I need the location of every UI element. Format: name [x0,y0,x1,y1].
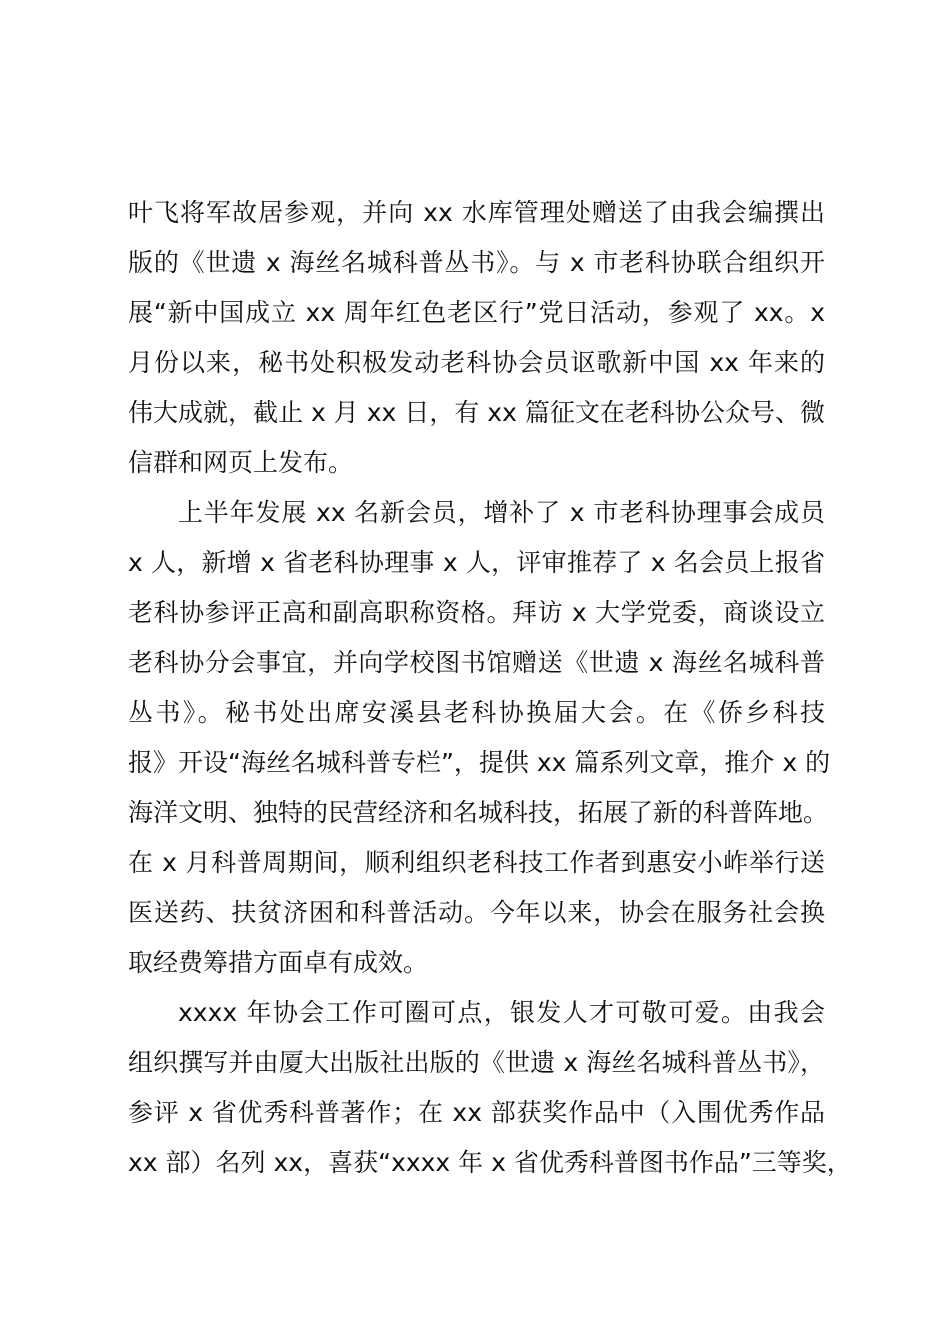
text-line: 参评 x 省优秀科普著作；在 xx 部获奖作品中（入围优秀作品 [128,1098,825,1127]
text-line: 医送药、扶贫济困和科普活动。今年以来，协会在服务社会换 [128,898,825,927]
text-line: x 人，新增 x 省老科协理事 x 人，评审推荐了 x 名会员上报省 [128,548,825,577]
text-line: 月份以来，秘书处积极发动老科协会员讴歌新中国 xx 年来的 [128,348,825,377]
text-line: 在 x 月科普周期间，顺利组织老科技工作者到惠安小岞举行送 [128,848,825,877]
text-line: 展“新中国成立 xx 周年红色老区行”党日活动，参观了 xx。x [128,298,825,327]
text-line: xx 部）名列 xx，喜获“xxxx 年 x 省优秀科普图书作品”三等奖， [128,1148,852,1177]
text-line: 上半年发展 xx 名新会员，增补了 x 市老科协理事会成员 [178,498,825,527]
text-line: 叶飞将军故居参观，并向 xx 水库管理处赠送了由我会编撰出 [128,198,825,227]
text-line: 老科协参评正高和副高职称资格。拜访 x 大学党委，商谈设立 [128,598,825,627]
text-line: xxxx 年协会工作可圈可点，银发人才可敬可爱。由我会 [178,998,825,1027]
text-line: 伟大成就，截止 x 月 xx 日，有 xx 篇征文在老科协公众号、微 [128,398,825,427]
text-line: 海洋文明、独特的民营经济和名城科技，拓展了新的科普阵地。 [128,798,829,827]
text-line: 丛书》。秘书处出席安溪县老科协换届大会。在《侨乡科技 [128,698,825,727]
text-line: 版的《世遗 x 海丝名城科普丛书》。与 x 市老科协联合组织开 [128,248,825,277]
text-line: 信群和网页上发布。 [128,448,354,477]
text-line: 取经费筹措方面卓有成效。 [128,948,429,977]
text-line: 组织撰写并由厦大出版社出版的《世遗 x 海丝名城科普丛书》， [128,1048,825,1077]
text-line: 报》开设“海丝名城科普专栏”，提供 xx 篇系列文章，推介 x 的 [128,748,831,777]
text-line: 老科协分会事宜，并向学校图书馆赠送《世遗 x 海丝名城科普 [128,648,825,677]
